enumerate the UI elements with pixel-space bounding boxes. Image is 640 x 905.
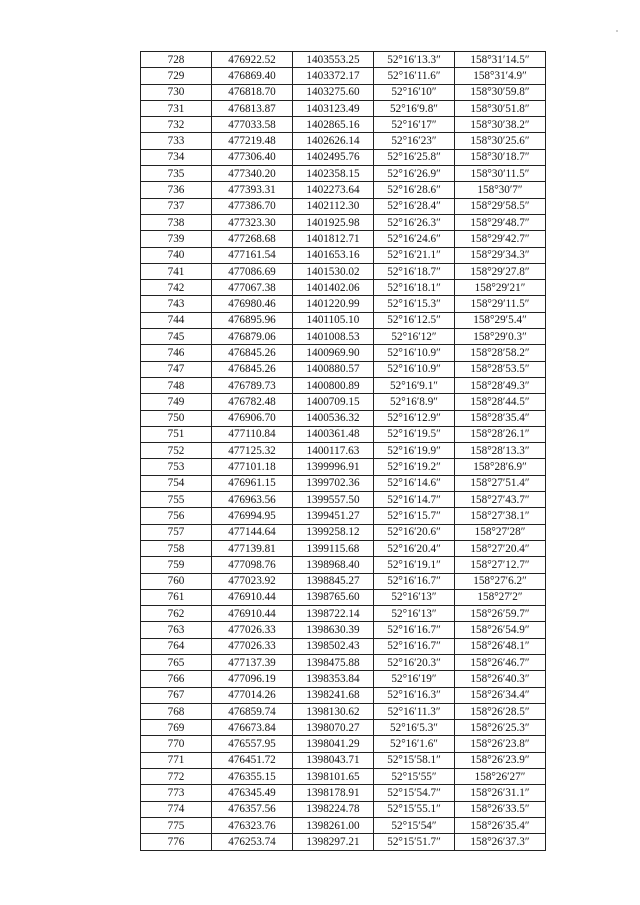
longitude-cell: 158°27′38.1″ <box>455 508 546 524</box>
longitude-cell: 158°29′58.5″ <box>455 198 546 214</box>
point-number-cell: 762 <box>141 606 212 622</box>
scan-speck <box>616 30 618 32</box>
table-row <box>141 492 546 508</box>
table-row <box>141 117 546 133</box>
longitude-cell: 158°27′28″ <box>455 524 546 540</box>
x-coordinate-cell: 476845.26 <box>212 345 293 361</box>
longitude-cell: 158°29′21″ <box>455 280 546 296</box>
point-number-cell: 769 <box>141 720 212 736</box>
x-coordinate-cell: 477033.58 <box>212 117 293 133</box>
y-coordinate-cell: 1401812.71 <box>293 231 374 247</box>
point-number-cell: 771 <box>141 752 212 768</box>
x-coordinate-cell: 476994.95 <box>212 508 293 524</box>
latitude-cell: 52°16′19.1″ <box>374 557 455 573</box>
longitude-cell: 158°27′2″ <box>455 589 546 605</box>
point-number-cell: 772 <box>141 769 212 785</box>
y-coordinate-cell: 1401220.99 <box>293 296 374 312</box>
table-row <box>141 247 546 263</box>
x-coordinate-cell: 476910.44 <box>212 606 293 622</box>
x-coordinate-cell: 477323.30 <box>212 214 293 230</box>
y-coordinate-cell: 1398043.71 <box>293 752 374 768</box>
point-number-cell: 751 <box>141 426 212 442</box>
table-row <box>141 654 546 670</box>
y-coordinate-cell: 1398130.62 <box>293 703 374 719</box>
point-number-cell: 730 <box>141 84 212 100</box>
x-coordinate-cell: 477125.32 <box>212 443 293 459</box>
latitude-cell: 52°16′16.7″ <box>374 622 455 638</box>
y-coordinate-cell: 1401925.98 <box>293 214 374 230</box>
point-number-cell: 768 <box>141 703 212 719</box>
table-row <box>141 540 546 556</box>
point-number-cell: 758 <box>141 540 212 556</box>
coordinates-table <box>140 51 546 851</box>
latitude-cell: 52°16′20.6″ <box>374 524 455 540</box>
point-number-cell: 743 <box>141 296 212 312</box>
longitude-cell: 158°26′46.7″ <box>455 654 546 670</box>
table-row <box>141 84 546 100</box>
y-coordinate-cell: 1402495.76 <box>293 149 374 165</box>
table-row <box>141 263 546 279</box>
y-coordinate-cell: 1402358.15 <box>293 166 374 182</box>
y-coordinate-cell: 1398722.14 <box>293 606 374 622</box>
table-row <box>141 296 546 312</box>
y-coordinate-cell: 1398261.00 <box>293 817 374 833</box>
latitude-cell: 52°16′19″ <box>374 671 455 687</box>
latitude-cell: 52°16′9.1″ <box>374 377 455 393</box>
point-number-cell: 741 <box>141 263 212 279</box>
longitude-cell: 158°26′33.5″ <box>455 801 546 817</box>
longitude-cell: 158°30′51.8″ <box>455 100 546 116</box>
x-coordinate-cell: 477026.33 <box>212 622 293 638</box>
longitude-cell: 158°26′59.7″ <box>455 606 546 622</box>
table-row <box>141 361 546 377</box>
y-coordinate-cell: 1398630.39 <box>293 622 374 638</box>
longitude-cell: 158°27′20.4″ <box>455 540 546 556</box>
table-row <box>141 443 546 459</box>
point-number-cell: 744 <box>141 312 212 328</box>
point-number-cell: 747 <box>141 361 212 377</box>
latitude-cell: 52°16′14.6″ <box>374 475 455 491</box>
table-row <box>141 52 546 68</box>
point-number-cell: 757 <box>141 524 212 540</box>
table-row <box>141 703 546 719</box>
latitude-cell: 52°15′54″ <box>374 817 455 833</box>
table-row <box>141 769 546 785</box>
y-coordinate-cell: 1399996.91 <box>293 459 374 475</box>
point-number-cell: 740 <box>141 247 212 263</box>
x-coordinate-cell: 477026.33 <box>212 638 293 654</box>
y-coordinate-cell: 1400536.32 <box>293 410 374 426</box>
y-coordinate-cell: 1403553.25 <box>293 52 374 68</box>
latitude-cell: 52°16′18.1″ <box>374 280 455 296</box>
table-row <box>141 198 546 214</box>
x-coordinate-cell: 476895.96 <box>212 312 293 328</box>
latitude-cell: 52°16′13″ <box>374 589 455 605</box>
latitude-cell: 52°16′10″ <box>374 84 455 100</box>
point-number-cell: 775 <box>141 817 212 833</box>
y-coordinate-cell: 1398070.27 <box>293 720 374 736</box>
point-number-cell: 760 <box>141 573 212 589</box>
longitude-cell: 158°26′28.5″ <box>455 703 546 719</box>
y-coordinate-cell: 1400709.15 <box>293 394 374 410</box>
table-row <box>141 834 546 850</box>
table-row <box>141 100 546 116</box>
latitude-cell: 52°16′18.7″ <box>374 263 455 279</box>
table-row <box>141 280 546 296</box>
x-coordinate-cell: 476673.84 <box>212 720 293 736</box>
table-row <box>141 459 546 475</box>
y-coordinate-cell: 1400361.48 <box>293 426 374 442</box>
latitude-cell: 52°16′12″ <box>374 329 455 345</box>
longitude-cell: 158°28′53.5″ <box>455 361 546 377</box>
longitude-cell: 158°28′35.4″ <box>455 410 546 426</box>
table-row <box>141 720 546 736</box>
x-coordinate-cell: 477268.68 <box>212 231 293 247</box>
y-coordinate-cell: 1398241.68 <box>293 687 374 703</box>
point-number-cell: 729 <box>141 68 212 84</box>
y-coordinate-cell: 1401530.02 <box>293 263 374 279</box>
point-number-cell: 733 <box>141 133 212 149</box>
y-coordinate-cell: 1403372.17 <box>293 68 374 84</box>
latitude-cell: 52°16′11.6″ <box>374 68 455 84</box>
x-coordinate-cell: 477161.54 <box>212 247 293 263</box>
point-number-cell: 737 <box>141 198 212 214</box>
y-coordinate-cell: 1400800.89 <box>293 377 374 393</box>
longitude-cell: 158°26′31.1″ <box>455 785 546 801</box>
x-coordinate-cell: 476963.56 <box>212 492 293 508</box>
table-row <box>141 736 546 752</box>
x-coordinate-cell: 476818.70 <box>212 84 293 100</box>
x-coordinate-cell: 477067.38 <box>212 280 293 296</box>
point-number-cell: 763 <box>141 622 212 638</box>
latitude-cell: 52°16′17″ <box>374 117 455 133</box>
y-coordinate-cell: 1401402.06 <box>293 280 374 296</box>
point-number-cell: 734 <box>141 149 212 165</box>
table-row <box>141 149 546 165</box>
latitude-cell: 52°16′1.6″ <box>374 736 455 752</box>
x-coordinate-cell: 477386.70 <box>212 198 293 214</box>
table-row <box>141 426 546 442</box>
x-coordinate-cell: 477139.81 <box>212 540 293 556</box>
table-row <box>141 345 546 361</box>
point-number-cell: 750 <box>141 410 212 426</box>
y-coordinate-cell: 1399557.50 <box>293 492 374 508</box>
y-coordinate-cell: 1401105.10 <box>293 312 374 328</box>
table-row <box>141 475 546 491</box>
x-coordinate-cell: 476906.70 <box>212 410 293 426</box>
x-coordinate-cell: 476879.06 <box>212 329 293 345</box>
y-coordinate-cell: 1401008.53 <box>293 329 374 345</box>
longitude-cell: 158°29′0.3″ <box>455 329 546 345</box>
latitude-cell: 52°15′51.7″ <box>374 834 455 850</box>
y-coordinate-cell: 1398968.40 <box>293 557 374 573</box>
x-coordinate-cell: 476557.95 <box>212 736 293 752</box>
table-row <box>141 752 546 768</box>
x-coordinate-cell: 476869.40 <box>212 68 293 84</box>
longitude-cell: 158°28′26.1″ <box>455 426 546 442</box>
longitude-cell: 158°30′38.2″ <box>455 117 546 133</box>
table-row <box>141 394 546 410</box>
y-coordinate-cell: 1399115.68 <box>293 540 374 556</box>
x-coordinate-cell: 476357.56 <box>212 801 293 817</box>
y-coordinate-cell: 1400969.90 <box>293 345 374 361</box>
longitude-cell: 158°27′12.7″ <box>455 557 546 573</box>
point-number-cell: 749 <box>141 394 212 410</box>
longitude-cell: 158°28′6.9″ <box>455 459 546 475</box>
longitude-cell: 158°26′23.9″ <box>455 752 546 768</box>
point-number-cell: 764 <box>141 638 212 654</box>
y-coordinate-cell: 1402865.16 <box>293 117 374 133</box>
y-coordinate-cell: 1398178.91 <box>293 785 374 801</box>
latitude-cell: 52°16′12.9″ <box>374 410 455 426</box>
table-row <box>141 231 546 247</box>
x-coordinate-cell: 476253.74 <box>212 834 293 850</box>
longitude-cell: 158°29′42.7″ <box>455 231 546 247</box>
y-coordinate-cell: 1401653.16 <box>293 247 374 263</box>
latitude-cell: 52°16′16.7″ <box>374 573 455 589</box>
y-coordinate-cell: 1402273.64 <box>293 182 374 198</box>
table-row <box>141 410 546 426</box>
y-coordinate-cell: 1399451.27 <box>293 508 374 524</box>
latitude-cell: 52°16′10.9″ <box>374 361 455 377</box>
x-coordinate-cell: 477014.26 <box>212 687 293 703</box>
table-row <box>141 801 546 817</box>
longitude-cell: 158°26′35.4″ <box>455 817 546 833</box>
point-number-cell: 759 <box>141 557 212 573</box>
longitude-cell: 158°26′34.4″ <box>455 687 546 703</box>
point-number-cell: 770 <box>141 736 212 752</box>
y-coordinate-cell: 1400880.57 <box>293 361 374 377</box>
table-row <box>141 133 546 149</box>
point-number-cell: 766 <box>141 671 212 687</box>
latitude-cell: 52°15′54.7″ <box>374 785 455 801</box>
latitude-cell: 52°16′15.7″ <box>374 508 455 524</box>
table-row <box>141 638 546 654</box>
longitude-cell: 158°28′13.3″ <box>455 443 546 459</box>
longitude-cell: 158°26′23.8″ <box>455 736 546 752</box>
x-coordinate-cell: 477086.69 <box>212 263 293 279</box>
latitude-cell: 52°16′23″ <box>374 133 455 149</box>
y-coordinate-cell: 1398101.65 <box>293 769 374 785</box>
point-number-cell: 739 <box>141 231 212 247</box>
latitude-cell: 52°16′21.1″ <box>374 247 455 263</box>
point-number-cell: 746 <box>141 345 212 361</box>
x-coordinate-cell: 477110.84 <box>212 426 293 442</box>
y-coordinate-cell: 1398353.84 <box>293 671 374 687</box>
longitude-cell: 158°27′51.4″ <box>455 475 546 491</box>
x-coordinate-cell: 477393.31 <box>212 182 293 198</box>
longitude-cell: 158°31′4.9″ <box>455 68 546 84</box>
y-coordinate-cell: 1398041.29 <box>293 736 374 752</box>
longitude-cell: 158°29′5.4″ <box>455 312 546 328</box>
table-row <box>141 508 546 524</box>
point-number-cell: 755 <box>141 492 212 508</box>
x-coordinate-cell: 476782.48 <box>212 394 293 410</box>
longitude-cell: 158°30′11.5″ <box>455 166 546 182</box>
latitude-cell: 52°16′16.7″ <box>374 638 455 654</box>
y-coordinate-cell: 1398845.27 <box>293 573 374 589</box>
x-coordinate-cell: 476980.46 <box>212 296 293 312</box>
latitude-cell: 52°16′19.9″ <box>374 443 455 459</box>
y-coordinate-cell: 1398297.21 <box>293 834 374 850</box>
point-number-cell: 754 <box>141 475 212 491</box>
longitude-cell: 158°26′54.9″ <box>455 622 546 638</box>
longitude-cell: 158°28′58.2″ <box>455 345 546 361</box>
x-coordinate-cell: 476859.74 <box>212 703 293 719</box>
x-coordinate-cell: 477137.39 <box>212 654 293 670</box>
point-number-cell: 765 <box>141 654 212 670</box>
y-coordinate-cell: 1402112.30 <box>293 198 374 214</box>
latitude-cell: 52°16′28.6″ <box>374 182 455 198</box>
latitude-cell: 52°16′15.3″ <box>374 296 455 312</box>
longitude-cell: 158°26′40.3″ <box>455 671 546 687</box>
x-coordinate-cell: 477101.18 <box>212 459 293 475</box>
point-number-cell: 736 <box>141 182 212 198</box>
latitude-cell: 52°15′55″ <box>374 769 455 785</box>
y-coordinate-cell: 1398765.60 <box>293 589 374 605</box>
latitude-cell: 52°16′13.3″ <box>374 52 455 68</box>
x-coordinate-cell: 477144.64 <box>212 524 293 540</box>
latitude-cell: 52°16′12.5″ <box>374 312 455 328</box>
x-coordinate-cell: 477340.20 <box>212 166 293 182</box>
latitude-cell: 52°16′28.4″ <box>374 198 455 214</box>
latitude-cell: 52°16′19.5″ <box>374 426 455 442</box>
point-number-cell: 776 <box>141 834 212 850</box>
y-coordinate-cell: 1400117.63 <box>293 443 374 459</box>
x-coordinate-cell: 476323.76 <box>212 817 293 833</box>
latitude-cell: 52°16′8.9″ <box>374 394 455 410</box>
table-row <box>141 687 546 703</box>
latitude-cell: 52°16′25.8″ <box>374 149 455 165</box>
point-number-cell: 753 <box>141 459 212 475</box>
table-row <box>141 68 546 84</box>
x-coordinate-cell: 477219.48 <box>212 133 293 149</box>
table-row <box>141 817 546 833</box>
point-number-cell: 745 <box>141 329 212 345</box>
latitude-cell: 52°16′5.3″ <box>374 720 455 736</box>
y-coordinate-cell: 1403275.60 <box>293 84 374 100</box>
x-coordinate-cell: 476345.49 <box>212 785 293 801</box>
longitude-cell: 158°26′25.3″ <box>455 720 546 736</box>
longitude-cell: 158°30′7″ <box>455 182 546 198</box>
table-row <box>141 606 546 622</box>
table-row <box>141 312 546 328</box>
latitude-cell: 52°16′19.2″ <box>374 459 455 475</box>
longitude-cell: 158°27′43.7″ <box>455 492 546 508</box>
latitude-cell: 52°16′14.7″ <box>374 492 455 508</box>
longitude-cell: 158°27′6.2″ <box>455 573 546 589</box>
y-coordinate-cell: 1398502.43 <box>293 638 374 654</box>
y-coordinate-cell: 1399702.36 <box>293 475 374 491</box>
x-coordinate-cell: 476961.15 <box>212 475 293 491</box>
longitude-cell: 158°26′48.1″ <box>455 638 546 654</box>
point-number-cell: 731 <box>141 100 212 116</box>
table-row <box>141 182 546 198</box>
longitude-cell: 158°29′34.3″ <box>455 247 546 263</box>
table-row <box>141 214 546 230</box>
y-coordinate-cell: 1398475.88 <box>293 654 374 670</box>
x-coordinate-cell: 476451.72 <box>212 752 293 768</box>
table-row <box>141 573 546 589</box>
x-coordinate-cell: 476845.26 <box>212 361 293 377</box>
longitude-cell: 158°30′59.8″ <box>455 84 546 100</box>
point-number-cell: 732 <box>141 117 212 133</box>
table-row <box>141 785 546 801</box>
latitude-cell: 52°16′9.8″ <box>374 100 455 116</box>
longitude-cell: 158°29′48.7″ <box>455 214 546 230</box>
point-number-cell: 774 <box>141 801 212 817</box>
y-coordinate-cell: 1399258.12 <box>293 524 374 540</box>
longitude-cell: 158°28′49.3″ <box>455 377 546 393</box>
point-number-cell: 738 <box>141 214 212 230</box>
x-coordinate-cell: 477098.76 <box>212 557 293 573</box>
table-row <box>141 557 546 573</box>
latitude-cell: 52°16′24.6″ <box>374 231 455 247</box>
latitude-cell: 52°16′16.3″ <box>374 687 455 703</box>
latitude-cell: 52°16′26.3″ <box>374 214 455 230</box>
longitude-cell: 158°30′25.6″ <box>455 133 546 149</box>
longitude-cell: 158°29′27.8″ <box>455 263 546 279</box>
latitude-cell: 52°15′55.1″ <box>374 801 455 817</box>
table-row <box>141 524 546 540</box>
x-coordinate-cell: 476813.87 <box>212 100 293 116</box>
x-coordinate-cell: 476922.52 <box>212 52 293 68</box>
longitude-cell: 158°28′44.5″ <box>455 394 546 410</box>
x-coordinate-cell: 477306.40 <box>212 149 293 165</box>
longitude-cell: 158°26′37.3″ <box>455 834 546 850</box>
latitude-cell: 52°16′20.3″ <box>374 654 455 670</box>
latitude-cell: 52°16′10.9″ <box>374 345 455 361</box>
point-number-cell: 773 <box>141 785 212 801</box>
x-coordinate-cell: 476355.15 <box>212 769 293 785</box>
longitude-cell: 158°26′27″ <box>455 769 546 785</box>
point-number-cell: 756 <box>141 508 212 524</box>
longitude-cell: 158°31′14.5″ <box>455 52 546 68</box>
point-number-cell: 728 <box>141 52 212 68</box>
x-coordinate-cell: 477023.92 <box>212 573 293 589</box>
y-coordinate-cell: 1403123.49 <box>293 100 374 116</box>
x-coordinate-cell: 477096.19 <box>212 671 293 687</box>
table-row <box>141 622 546 638</box>
latitude-cell: 52°15′58.1″ <box>374 752 455 768</box>
table-row <box>141 377 546 393</box>
latitude-cell: 52°16′11.3″ <box>374 703 455 719</box>
point-number-cell: 748 <box>141 377 212 393</box>
point-number-cell: 767 <box>141 687 212 703</box>
latitude-cell: 52°16′20.4″ <box>374 540 455 556</box>
point-number-cell: 761 <box>141 589 212 605</box>
latitude-cell: 52°16′26.9″ <box>374 166 455 182</box>
y-coordinate-cell: 1402626.14 <box>293 133 374 149</box>
coordinates-table-body <box>141 52 546 851</box>
latitude-cell: 52°16′13″ <box>374 606 455 622</box>
longitude-cell: 158°30′18.7″ <box>455 149 546 165</box>
point-number-cell: 742 <box>141 280 212 296</box>
table-row <box>141 329 546 345</box>
y-coordinate-cell: 1398224.78 <box>293 801 374 817</box>
longitude-cell: 158°29′11.5″ <box>455 296 546 312</box>
table-row <box>141 589 546 605</box>
x-coordinate-cell: 476910.44 <box>212 589 293 605</box>
table-row <box>141 671 546 687</box>
point-number-cell: 752 <box>141 443 212 459</box>
table-row <box>141 166 546 182</box>
point-number-cell: 735 <box>141 166 212 182</box>
x-coordinate-cell: 476789.73 <box>212 377 293 393</box>
